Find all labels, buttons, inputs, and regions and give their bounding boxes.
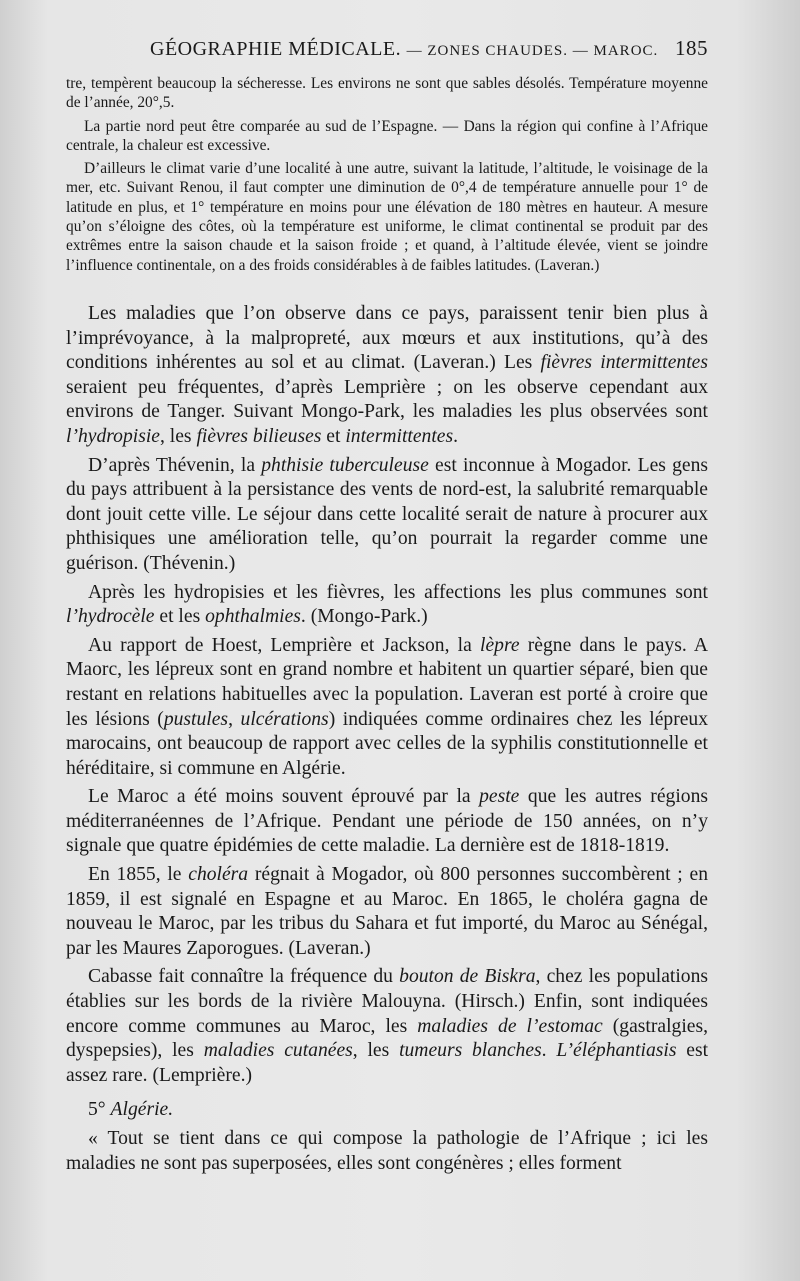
paragraph-cholera: En 1855, le choléra régnait à Mogador, où 800 personnes succombèrent ; en 1859, il est signalé en Espagne et au Maroc. En 1865, le choléra gagna de nouveau le Maroc, par les tribus du Sahara et fut importé, du Maroc au Sénégal, par les Maures Zaporogues. (Laveran.) [66, 864, 708, 959]
paragraph-thevenin: D’après Thévenin, la phthisie tuberculeuse est inconnue à Mogador. Les gens du pays attribuent à la persistance des vents de nord-est, la salubrité remarquable dont jouit cette ville. Le séjour dans cette localité serait de nature à procurer aux phthisiques une amélioration telle, qu’on pourrait la regarder comme une guérison. (Thévenin.) [66, 454, 709, 574]
header-title [150, 38, 658, 61]
paragraph-cabasse: Cabasse fait connaître la fréquence du bouton de Biskra, chez les populations établies sur les bords de la rivière Malouyna. (Hirsch.) Enfin, sont indiquées encore comme communes au Maroc, les maladies de l’estomac (gastralgies, dyspepsies), les maladies cutanées, les tumeurs blanches. L’éléphantiasis est assez rare. (Lemprière.) [66, 966, 709, 1086]
main-text-block [66, 302, 708, 1180]
paragraph-hydropisies: Après les hydropisies et les fièvres, les affections les plus communes sont l’hydrocèle et les ophthalmies. (Mongo-Park.) [66, 581, 708, 628]
section-heading-algerie [66, 1098, 708, 1123]
section-number: 5° [88, 1099, 106, 1121]
running-header [150, 36, 708, 66]
header-subtitle: — ZONES CHAUDES. — MAROC. [406, 43, 659, 59]
paragraph-lepre: Au rapport de Hoest, Lemprière et Jackson, la lèpre règne dans le pays. A Maorc, les lépreux sont en grand nombre et habitent un quartier séparé, bien que restant en relations habituelles avec la population. Laveran est porté à croire que les lésions (pustules, ulcérations) indiquées comme ordinaires chez les lépreux marocains, ont beaucoup de rapport avec celles de la syphilis constitutionnelle et héréditaire, si commune en Algérie. [66, 634, 709, 779]
paragraph-quote: « Tout se tient dans ce qui compose la pathologie de l’Afrique ; ici les maladies ne sont pas superposées, elles sont congénères ; elles forment [66, 1128, 708, 1174]
small-paragraph: tre, tempèrent beaucoup la sécheresse. Les environs ne sont que sables désolés. Température moyenne de l’année, 20°,5. [66, 75, 708, 112]
small-paragraph: D’ailleurs le climat varie d’une localité à une autre, suivant la latitude, l’altitude, le voisinage de la mer, etc. Suivant Renou, il faut compter une diminution de 0°,4 de température annuelle pour 1° de latitude en plus, et 1° température en moins pour une élévation de 180 mètres en hauteur. A mesure qu’on s’éloigne des côtes, où la température est uniforme, le climat continental se produit par des extrêmes entre la saison chaude et la saison froide ; et quand, à l’altitude élevée, vient se joindre l’influence continentale, on a des froids considérables à de faibles latitudes. (Laveran.) [66, 160, 708, 274]
section-title: Algérie. [110, 1099, 174, 1121]
header-title-main: GÉOGRAPHIE MÉDICALE. [150, 38, 402, 60]
paragraph-peste: Le Maroc a été moins souvent éprouvé par la peste que les autres régions méditerranéennes de l’Afrique. Pendant une période de 150 années, on n’y signale que quatre épidémies de cette maladie. La dernière est de 1818-1819. [66, 786, 708, 857]
page-number: 185 [675, 36, 708, 60]
small-print-block [66, 74, 708, 279]
small-paragraph: La partie nord peut être comparée au sud de l’Espagne. — Dans la région qui confine à l’Afrique centrale, la chaleur est excessive. [66, 117, 708, 154]
paragraph-maladies: Les maladies que l’on observe dans ce pays, paraissent tenir bien plus à l’imprévoyance, à la malpropreté, aux mœurs et aux institutions, qu’à des conditions inhérentes au sol et au climat. (Laveran.) Les fièvres intermittentes seraient peu fréquentes, d’après Lemprière ; on les observe cependant aux environs de Tanger. Suivant Mongo-Park, les maladies les plus observées sont l’hydropisie, les fièvres bilieuses et intermittentes. [66, 303, 708, 447]
